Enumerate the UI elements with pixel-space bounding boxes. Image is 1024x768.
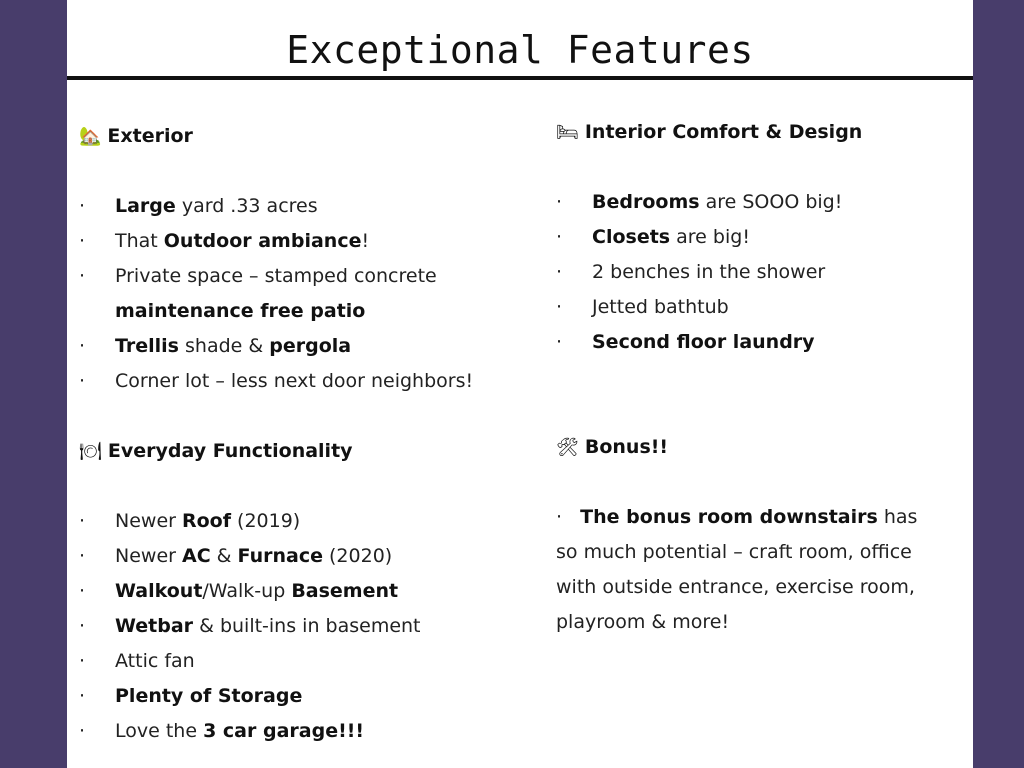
bullet: · bbox=[79, 650, 86, 672]
bold-text: 3 car garage!!! bbox=[203, 720, 365, 742]
text: & built-ins in basement bbox=[193, 615, 421, 637]
list-item bbox=[556, 255, 842, 290]
interior-heading-label: Interior Comfort & Design bbox=[584, 121, 863, 143]
list-item bbox=[79, 574, 421, 609]
list-item bbox=[79, 259, 473, 294]
interior-heading bbox=[556, 121, 862, 143]
list-item bbox=[556, 185, 842, 220]
bullet: · bbox=[556, 226, 563, 248]
hammer-wrench-emoji-icon: 🛠 bbox=[556, 436, 579, 458]
everyday-list bbox=[79, 504, 421, 749]
exterior-heading bbox=[79, 125, 193, 147]
bullet: · bbox=[79, 720, 86, 742]
title-divider bbox=[67, 76, 973, 80]
bold-text: Second floor laundry bbox=[592, 331, 815, 353]
bonus-heading bbox=[556, 436, 668, 458]
text: are big! bbox=[670, 226, 750, 248]
everyday-heading-label: Everyday Functionality bbox=[107, 440, 353, 462]
bold-text: Basement bbox=[291, 580, 399, 602]
list-item bbox=[79, 329, 473, 364]
list-item bbox=[79, 679, 421, 714]
list-item bbox=[556, 290, 842, 325]
list-item bbox=[79, 294, 473, 329]
bullet: · bbox=[79, 545, 86, 567]
text: Corner lot – less next door neighbors! bbox=[115, 370, 474, 392]
text: 2 benches in the shower bbox=[592, 261, 826, 283]
text: shade & bbox=[178, 335, 270, 357]
bullet: · bbox=[79, 230, 86, 252]
bold-text: pergola bbox=[269, 335, 352, 357]
bullet: · bbox=[79, 685, 86, 707]
list-item bbox=[79, 714, 421, 749]
text: Newer bbox=[115, 545, 182, 567]
bold-text: AC bbox=[181, 545, 211, 567]
list-item bbox=[79, 364, 473, 399]
bold-text: Closets bbox=[592, 226, 671, 248]
exterior-heading-label: Exterior bbox=[107, 125, 193, 147]
text: Newer bbox=[115, 510, 182, 532]
bold-text: Large bbox=[115, 195, 176, 217]
bullet: · bbox=[556, 191, 563, 213]
house-emoji-icon: 🏡 bbox=[79, 125, 102, 147]
bold-text: Walkout bbox=[115, 580, 203, 602]
bullet: · bbox=[556, 261, 563, 283]
text: Jetted bathtub bbox=[592, 296, 729, 318]
text: Private space – stamped concrete bbox=[115, 265, 437, 287]
list-item bbox=[79, 189, 473, 224]
bonus-bullet: · bbox=[556, 506, 563, 528]
list-item bbox=[79, 609, 421, 644]
bold-text: Roof bbox=[181, 510, 231, 532]
list-item bbox=[79, 224, 473, 259]
bullet: · bbox=[79, 580, 86, 602]
text: are SOOO big! bbox=[699, 191, 843, 213]
text: /Walk-up bbox=[202, 580, 292, 602]
text: Attic fan bbox=[115, 650, 195, 672]
text: ! bbox=[361, 230, 370, 252]
bonus-lead: The bonus room downstairs bbox=[580, 506, 878, 528]
text: Love the bbox=[115, 720, 204, 742]
text: That bbox=[115, 230, 164, 252]
text: & bbox=[210, 545, 238, 567]
list-item bbox=[556, 325, 842, 360]
list-item bbox=[79, 644, 421, 679]
bonus-text: has so much potential – craft room, office with outside entrance, exercise room, playroom & more! bbox=[556, 506, 918, 633]
list-item bbox=[79, 539, 421, 574]
bold-text: maintenance free patio bbox=[115, 300, 366, 322]
everyday-heading bbox=[79, 440, 353, 462]
page-title: Exceptional Features bbox=[286, 28, 754, 72]
bonus-heading-label: Bonus!! bbox=[584, 436, 669, 458]
bonus-paragraph bbox=[556, 500, 936, 640]
bold-text: Trellis bbox=[115, 335, 179, 357]
bullet: · bbox=[79, 335, 86, 357]
bold-text: Wetbar bbox=[115, 615, 194, 637]
bullet: · bbox=[79, 370, 86, 392]
list-item bbox=[556, 220, 842, 255]
bullet: · bbox=[556, 331, 563, 353]
text: (2019) bbox=[231, 510, 301, 532]
text: yard .33 acres bbox=[175, 195, 318, 217]
bullet: · bbox=[79, 195, 86, 217]
bold-text: Bedrooms bbox=[592, 191, 700, 213]
fork-knife-emoji-icon: 🍽 bbox=[79, 440, 102, 462]
list-item bbox=[79, 504, 421, 539]
bold-text: Outdoor ambiance bbox=[163, 230, 362, 252]
bold-text: Furnace bbox=[237, 545, 323, 567]
bold-text: Plenty of Storage bbox=[115, 685, 303, 707]
text: (2020) bbox=[322, 545, 393, 567]
document-page bbox=[67, 0, 973, 768]
bullet: · bbox=[79, 265, 86, 287]
bed-emoji-icon: 🛏 bbox=[556, 121, 579, 143]
bullet: · bbox=[79, 510, 86, 532]
bullet: · bbox=[79, 615, 86, 637]
interior-list bbox=[556, 185, 842, 360]
exterior-list bbox=[79, 189, 473, 399]
bullet: · bbox=[556, 296, 563, 318]
